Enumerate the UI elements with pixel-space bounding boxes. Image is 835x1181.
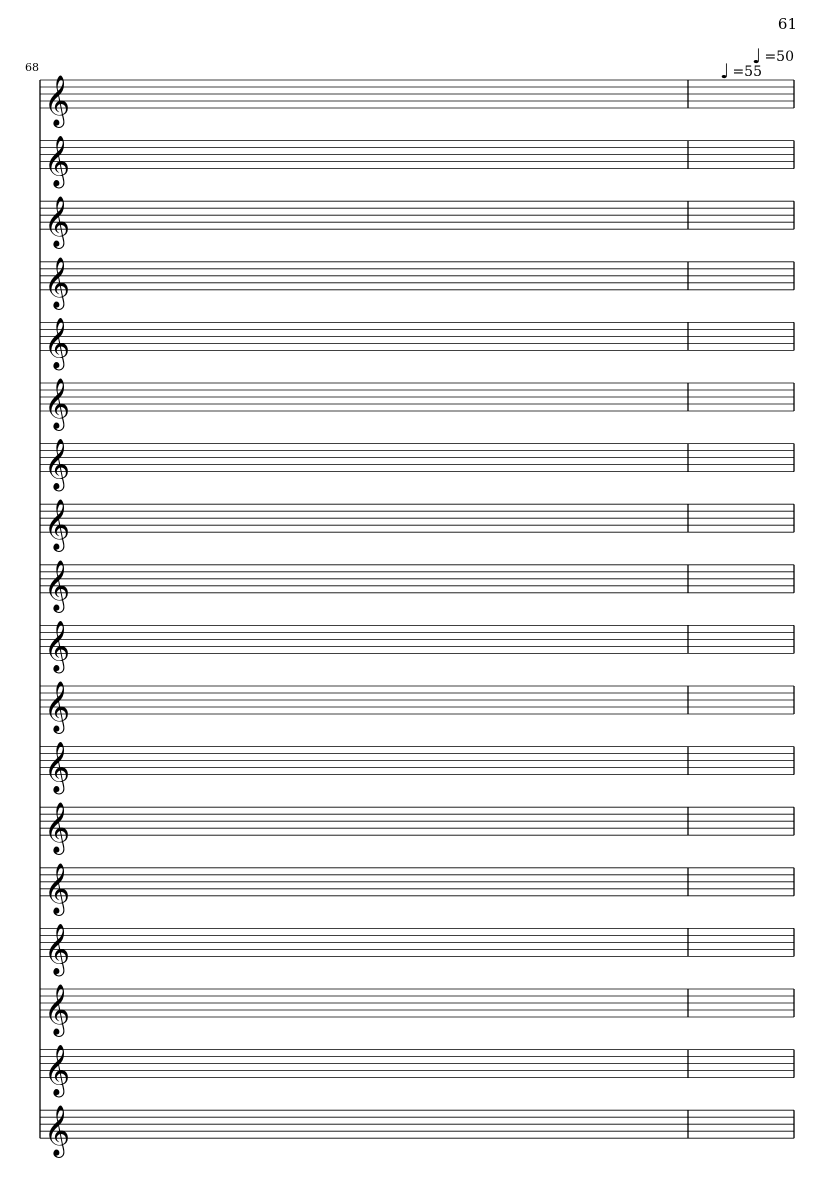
quarter-note-icon: ♩ bbox=[752, 44, 762, 68]
quarter-note-icon: ♩ bbox=[720, 59, 730, 83]
tempo-equals: = bbox=[732, 64, 745, 80]
treble-clef-icon: 𝄞 bbox=[44, 741, 71, 793]
treble-clef-icon: 𝄞 bbox=[44, 681, 71, 732]
treble-clef-icon: 𝄞 bbox=[44, 256, 71, 308]
treble-clef-icon: 𝄞 bbox=[44, 984, 71, 1035]
treble-clef-icon: 𝄞 bbox=[44, 196, 71, 248]
treble-clef-icon: 𝄞 bbox=[44, 559, 71, 611]
tempo-bpm: 50 bbox=[776, 49, 794, 65]
treble-clef-icon: 𝄞 bbox=[44, 75, 71, 126]
treble-clef-icon: 𝄞 bbox=[44, 862, 71, 914]
treble-clef-icon: 𝄞 bbox=[44, 620, 71, 672]
treble-clef-icon: 𝄞 bbox=[44, 438, 71, 490]
tempo-bpm: 55 bbox=[744, 64, 762, 80]
treble-clef-icon: 𝄞 bbox=[44, 317, 71, 369]
treble-clef-icon: 𝄞 bbox=[44, 802, 71, 854]
tempo-equals: = bbox=[764, 49, 777, 65]
measure-number: 68 bbox=[25, 61, 39, 74]
treble-clef-icon: 𝄞 bbox=[44, 378, 71, 429]
page-number: 61 bbox=[777, 15, 797, 33]
treble-clef-icon: 𝄞 bbox=[44, 1105, 71, 1157]
treble-clef-icon: 𝄞 bbox=[44, 499, 71, 551]
treble-clef-icon: 𝄞 bbox=[44, 1044, 71, 1096]
treble-clef-icon: 𝄞 bbox=[44, 923, 71, 975]
treble-clef-icon: 𝄞 bbox=[44, 135, 71, 187]
